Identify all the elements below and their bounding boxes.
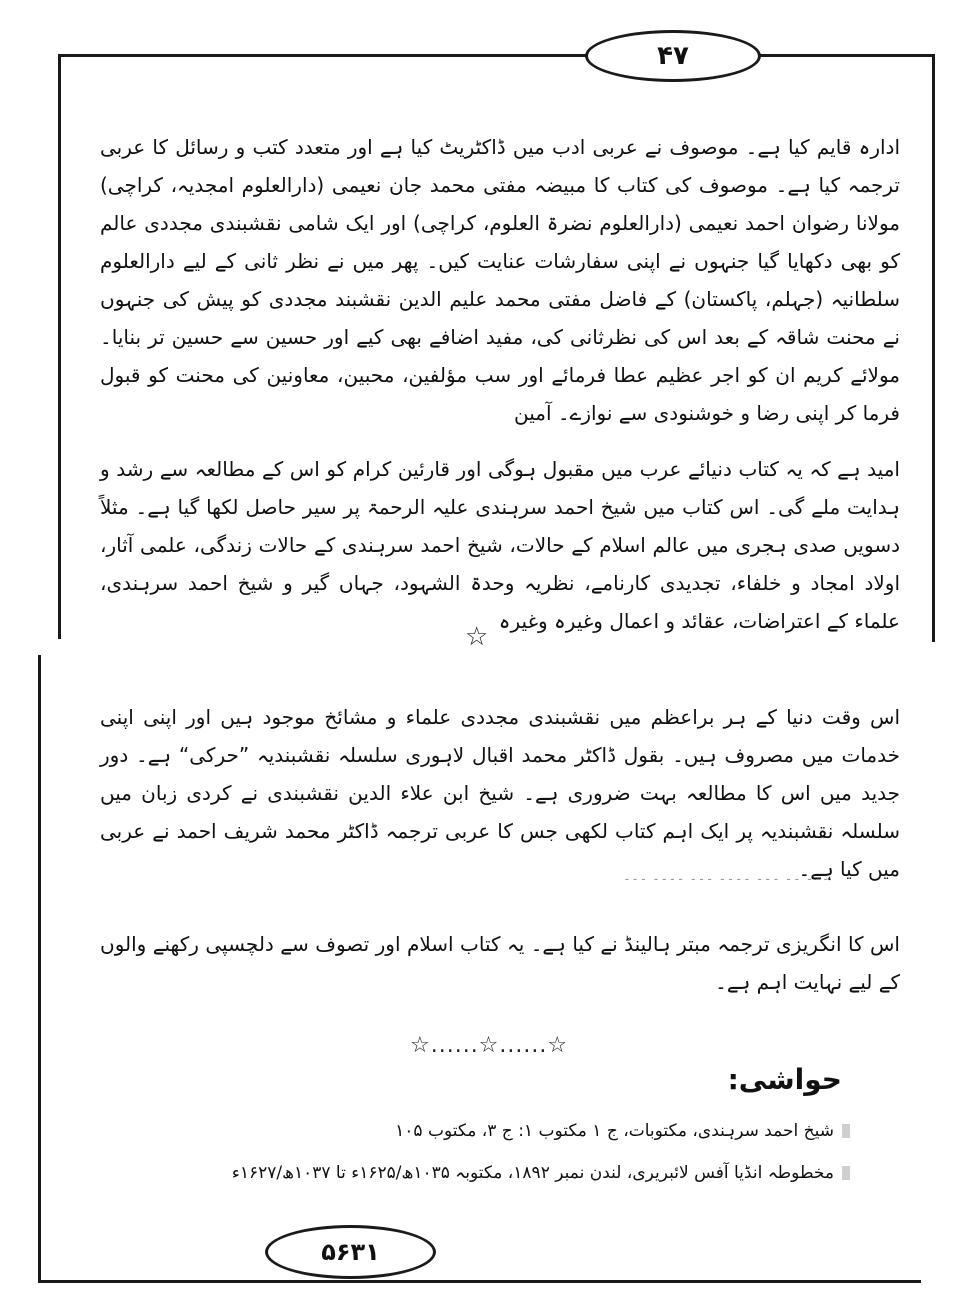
paragraph-3: اس وقت دنیا کے ہر براعظم میں نقشبندی مجددی علماء و مشائخ موجود ہیں اور اپنی اپنی خدمات میں مصروف ہیں۔ بقول ڈاکٹر محمد اقبال لاہوری سلسلہ نقشبندیہ ”حرکی“ ہے۔ دور جدید میں اس کا مطالعہ بہت ضروری ہے۔ شیخ ابن علاء الدین نقشبندی نے کردی زبان میں سلسلہ نقشبندیہ پر ایک اہم کتاب لکھی جس کا عربی ترجمہ ڈاکٹر محمد شریف احمد نے عربی میں کیا ہے۔ (100, 705, 900, 881)
footnote-2 (232, 1160, 850, 1186)
paragraph-1: ادارہ قایم کیا ہے۔ موصوف نے عربی ادب میں ڈاکٹریٹ کیا ہے اور متعدد کتب و رسائل کا عربی ترجمہ کیا ہے۔ موصوف کی کتاب کا مبیضہ مفتی محمد جان نعیمی (دارالعلوم امجدیہ، کراچی) مولانا رضوان احمد نعیمی (دارالعلوم نضرۃ العلوم، کراچی) اور ایک شامی نقشبندی مجددی عالم کو بھی دکھایا گیا جنہوں نے اپنی سفارشات عنایت کیں۔ پھر میں نے نظر ثانی کے لیے دارالعلوم سلطانیہ (جہلم، پاکستان) کے فاضل مفتی محمد علیم الدین نقشبند مجددی کو پیش کی جنہوں نے محنت شاقہ کے بعد اس کی نظرثانی کی، مفید اضافے بھی کیے اور حسین سے حسین تر بنایا۔ مولائے کریم ان کو اجر عظیم عطا فرمائے اور سب مؤلفین، محبین، معاونین کی محنت کو قبول فرما کر اپنی رضا و خوشنودی سے نوازے۔ آمین (100, 135, 900, 425)
faint-bleedthrough-line: ۔۔۔ ۔۔ ۔۔۔ ۔۔۔۔ ۔۔۔ ۔۔۔۔ ۔۔۔ (622, 868, 830, 884)
end-stars-divider: ☆......☆......☆ (410, 1033, 569, 1058)
footer-code: ۵۶۳۱ (265, 1225, 436, 1279)
footnote-2-text: مخطوطہ انڈیا آفس لائبریری، لندن نمبر ۱۸۹۲، مکتوبہ ۱۰۳۵ھ/۱۶۲۵ء تا ۱۰۳۷ھ/۱۶۲۷ء (231, 1163, 834, 1183)
footnote-1 (395, 1118, 850, 1144)
page-frame-top-left-edge (58, 54, 61, 639)
divider-star-icon: ☆ (465, 622, 489, 652)
footnote-marker-icon (842, 1124, 850, 1138)
footnote-1-text: شیخ احمد سرہندی، مکتوبات، ج ۱ مکتوب ۱: ج ۳، مکتوب ۱۰۵ (395, 1121, 834, 1141)
footnote-marker-icon (842, 1166, 850, 1180)
page-number: ۴۷ (585, 30, 761, 82)
footnotes-title: حواشی: (727, 1063, 842, 1096)
paragraph-2: امید ہے کہ یہ کتاب دنیائے عرب میں مقبول ہوگی اور قارئین کرام کو اس کے مطالعہ سے رشد و ہدایت ملے گی۔ اس کتاب میں شیخ احمد سرہندی علیہ الرحمۃ پر سیر حاصل لکھا گیا ہے۔ مثلاً دسویں صدی ہجری میں عالم اسلام کے حالات، شیخ احمد سرہندی کے حالات زندگی، علمی آثار، اولاد امجاد و خلفاء، تجدیدی کارنامے، نظریہ وحدۃ الشہود، جہاں گیر و شیخ احمد سرہندی، علماء کے اعتراضات، عقائد و اعمال وغیرہ وغیرہ (100, 457, 900, 633)
paragraph-4: اس کا انگریزی ترجمہ مبتر ہالینڈ نے کیا ہے۔ یہ کتاب اسلام اور تصوف سے دلچسپی رکھنے والوں کے لیے نہایت اہم ہے۔ (100, 932, 900, 994)
